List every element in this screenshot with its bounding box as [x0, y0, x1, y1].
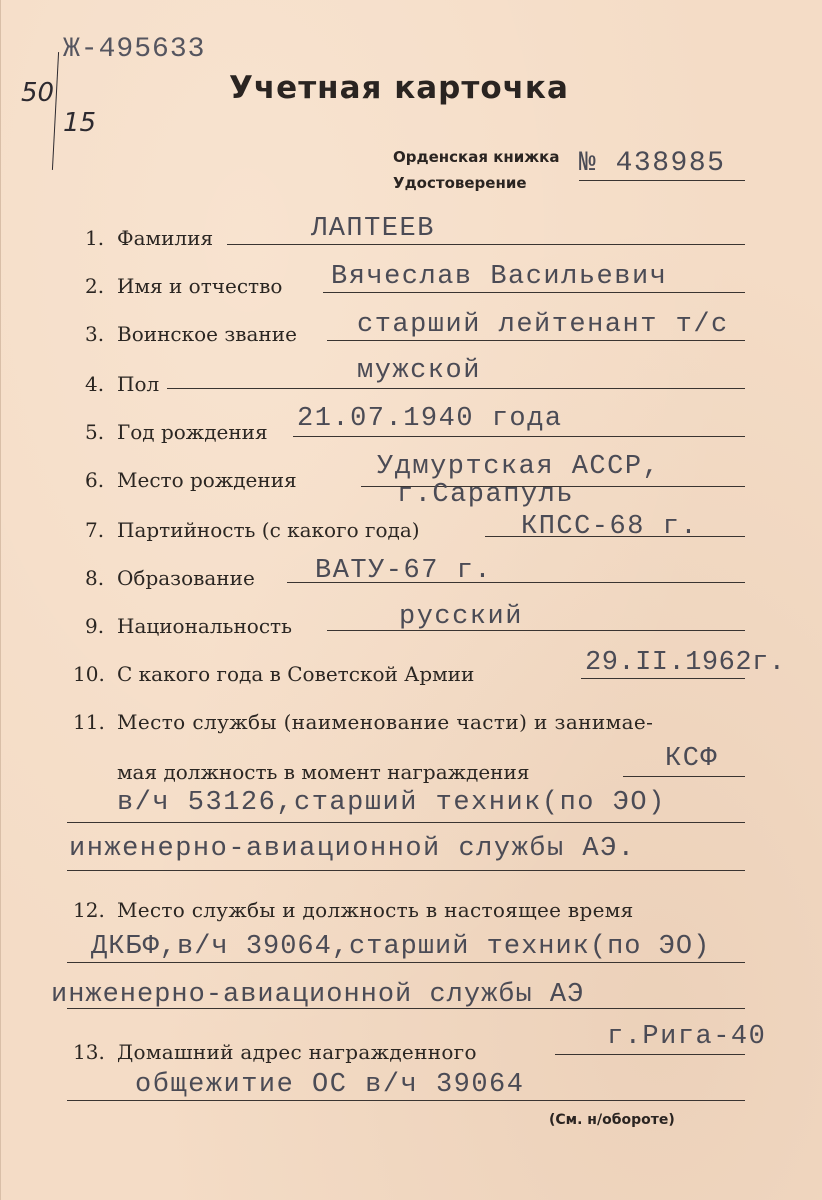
service-place-label-line1: Место службы (наименование части) и занимае-: [117, 710, 654, 734]
card-title: Учетная карточка: [229, 70, 569, 106]
home-address-label: Домашний адрес награжденного: [117, 1040, 477, 1064]
sex-label: Пол: [117, 372, 160, 396]
rank-value: старший лейтенант т/с: [357, 310, 729, 340]
home-address-underline-2: [67, 1100, 745, 1101]
current-service-underline-1: [67, 962, 745, 963]
education-label: Образование: [117, 566, 255, 590]
home-address-value-line2: общежитие ОС в/ч 39064: [135, 1070, 525, 1100]
home-address-underline-1: [555, 1054, 745, 1055]
birthplace-label: Место рождения: [117, 468, 297, 492]
field-number: 5.: [85, 420, 105, 444]
service-unit-value: в/ч 53126,старший техник(по ЭО): [117, 788, 666, 818]
handwritten-number-top: 50: [21, 78, 55, 108]
surname-underline: [227, 244, 745, 245]
birth-year-underline: [293, 436, 745, 437]
field-number: 2.: [85, 274, 105, 298]
rank-label: Воинское звание: [117, 322, 297, 346]
service-underline-2: [67, 822, 745, 823]
field-number: 3.: [85, 322, 105, 346]
current-service-underline-2: [67, 1008, 745, 1009]
field-number: 11.: [73, 710, 105, 734]
document-number-underline: [579, 180, 745, 181]
field-number: 6.: [85, 468, 105, 492]
nationality-underline: [327, 630, 745, 631]
name-patronymic-value: Вячеслав Васильевич: [331, 262, 668, 292]
field-number: 10.: [73, 662, 105, 686]
home-address-city-value: г.Рига-40: [607, 1022, 767, 1052]
nationality-label: Национальность: [117, 614, 292, 638]
service-division-value: инженерно-авиационной службы АЭ.: [69, 834, 636, 864]
field-number: 7.: [85, 518, 105, 542]
service-fleet-value: КСФ: [665, 744, 719, 774]
party-underline: [485, 536, 745, 537]
birth-year-label: Год рождения: [117, 420, 268, 444]
handwritten-slash: [52, 52, 59, 170]
sex-underline: [167, 388, 745, 389]
nationality-value: русский: [399, 602, 523, 632]
field-number: 9.: [85, 614, 105, 638]
surname-value: ЛАПТЕЕВ: [311, 214, 435, 244]
education-underline: [287, 582, 745, 583]
sex-value: мужской: [357, 356, 481, 386]
archive-stamp-number: Ж-495633: [63, 34, 206, 65]
see-reverse-note: (См. н/обороте): [549, 1112, 675, 1128]
handwritten-number-bottom: 15: [63, 108, 97, 138]
education-value: ВАТУ-67 г.: [315, 556, 493, 586]
birthplace-value-line1: Удмуртская АССР,: [377, 452, 661, 482]
field-number: 8.: [85, 566, 105, 590]
current-service-value-line2: инженерно-авиационной службы АЭ: [51, 980, 585, 1010]
army-since-value: 29.II.1962г.: [585, 648, 786, 678]
name-patronymic-label: Имя и отчество: [117, 274, 283, 298]
name-underline: [323, 292, 745, 293]
party-value: КПСС-68 г.: [521, 512, 699, 542]
birthplace-value-line2: г.Сарапуль: [397, 480, 575, 510]
current-service-value-line1: ДКБФ,в/ч 39064,старший техник(по ЭО): [91, 932, 711, 962]
field-number: 1.: [85, 226, 105, 250]
service-place-label-line2: мая должность в момент награждения: [117, 760, 530, 784]
order-book-label: Орденская книжка: [393, 148, 560, 166]
certificate-label: Удостоверение: [393, 174, 527, 192]
army-since-label: С какого года в Советской Армии: [117, 662, 475, 686]
surname-label: Фамилия: [117, 226, 214, 250]
current-service-label: Место службы и должность в настоящее время: [117, 898, 634, 922]
birth-year-value: 21.07.1940 года: [297, 404, 563, 434]
service-underline-1: [623, 776, 745, 777]
party-label: Партийность (с какого года): [117, 518, 420, 542]
rank-underline: [327, 340, 745, 341]
document-number: № 438985: [579, 148, 726, 179]
field-number: 12.: [73, 898, 105, 922]
army-since-underline: [581, 678, 745, 679]
field-number: 4.: [85, 372, 105, 396]
field-number: 13.: [73, 1040, 105, 1064]
service-underline-3: [67, 870, 745, 871]
